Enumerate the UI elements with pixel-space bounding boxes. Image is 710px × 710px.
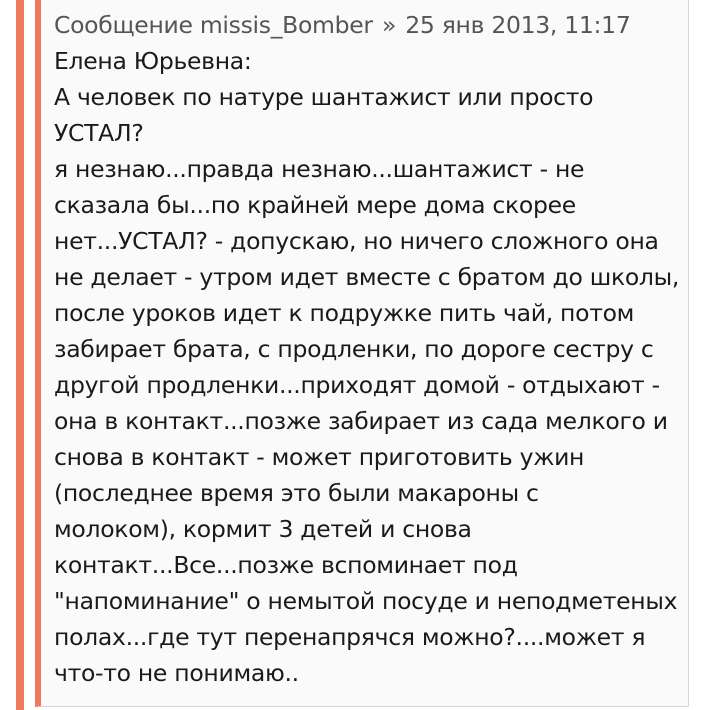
post-text-line: "напоминание" о немытой посуде и неподметеных — [54, 587, 678, 615]
post-text-line: после уроков идет к подружке пить чай, потом — [54, 299, 635, 327]
quote-author: Елена Юрьевна: — [54, 47, 252, 75]
post-header — [54, 7, 684, 43]
post-text-line: я незнаю...правда незнаю...шантажист - не — [54, 155, 585, 183]
post-header-separator: » — [381, 11, 397, 39]
post-text-line: (последнее время это были макароны с — [54, 479, 539, 507]
post-text-line: снова в контакт - может приготовить ужин — [54, 443, 585, 471]
post-header-prefix: Сообщение — [54, 11, 193, 39]
post-text-line: другой продленки...приходят домой - отдыхают - — [54, 371, 660, 399]
quote-accent-bar — [16, 0, 24, 710]
post-content — [54, 7, 684, 691]
post-text-line: полах...где тут перенапрячся можно?....может я — [54, 623, 646, 651]
post-text-line: сказала бы...по крайней мере дома скорее — [54, 191, 576, 219]
post-text-line: нет...УСТАЛ? - допускаю, но ничего сложного она — [54, 227, 659, 255]
post-text-line: УСТАЛ? — [54, 119, 144, 147]
post-author-link[interactable]: missis_Bomber — [199, 11, 373, 39]
post-text-line: не делает - утром идет вместе с братом до школы, — [54, 263, 680, 291]
post-text-line: что-то не понимаю.. — [54, 659, 299, 687]
post-text-line: молоком), кормит 3 детей и снова — [54, 515, 472, 543]
post-text-line: забирает брата, с продленки, по дороге сестру с — [54, 335, 654, 363]
post-text-line: контакт...Все...позже вспоминает под — [54, 551, 518, 579]
post-text-line: она в контакт...позже забирает из сада мелкого и — [54, 407, 668, 435]
post-text-line: А человек по натуре шантажист или просто — [54, 83, 594, 111]
post-date: 25 янв 2013, 11:17 — [405, 11, 631, 39]
